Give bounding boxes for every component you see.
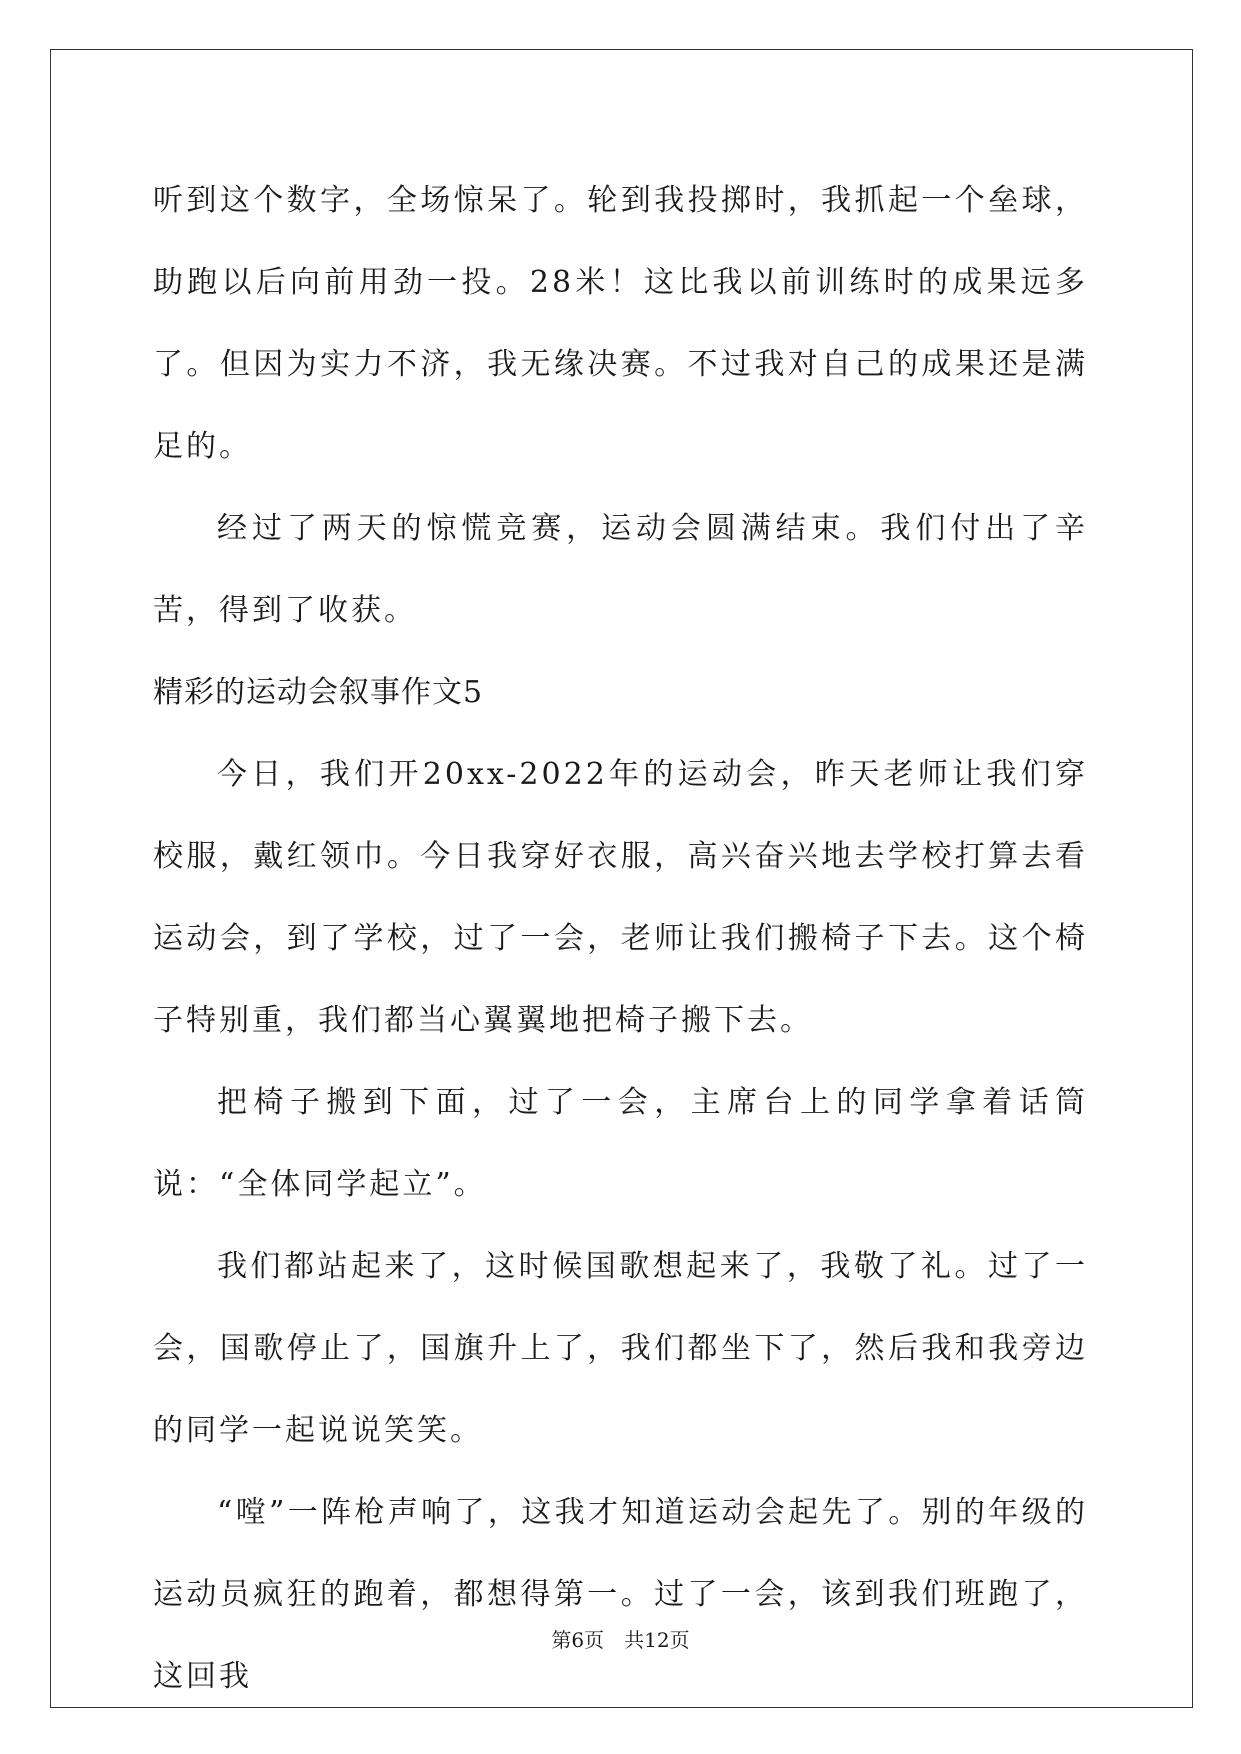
- section-heading: 精彩的运动会叙事作文5: [153, 675, 484, 710]
- page-number: 第6页 共12页: [551, 1628, 690, 1652]
- paragraph-6: “嘡”一阵枪声响了，这我才知道运动会起先了。别的年级的运动员疯狂的跑着，都想得第一。过了一会，该到我们班跑了，这回我: [153, 1495, 1088, 1694]
- document-body: [153, 160, 1088, 1718]
- paragraph-5: 我们都站起来了，这时候国歌想起来了，我敬了礼。过了一会，国歌停止了，国旗升上了，我们都坐下了，然后我和我旁边的同学一起说说笑笑。: [153, 1249, 1088, 1448]
- paragraph-2: 经过了两天的惊慌竞赛，运动会圆满结束。我们付出了辛苦，得到了收获。: [153, 511, 1088, 628]
- paragraph-4: 把椅子搬到下面，过了一会，主席台上的同学拿着话筒说：“全体同学起立”。: [153, 1085, 1088, 1202]
- paragraph-3: 今日，我们开20xx-2022年的运动会，昨天老师让我们穿校服，戴红领巾。今日我穿好衣服，高兴奋兴地去学校打算去看运动会，到了学校，过了一会，老师让我们搬椅子下去。这个椅子特别重，我们都当心翼翼地把椅子搬下去。: [153, 757, 1088, 1038]
- paragraph-1: 听到这个数字，全场惊呆了。轮到我投掷时，我抓起一个垒球，助跑以后向前用劲一投。28米！这比我以前训练时的成果远多了。但因为实力不济，我无缘决赛。不过我对自己的成果还是满足的。: [153, 183, 1088, 464]
